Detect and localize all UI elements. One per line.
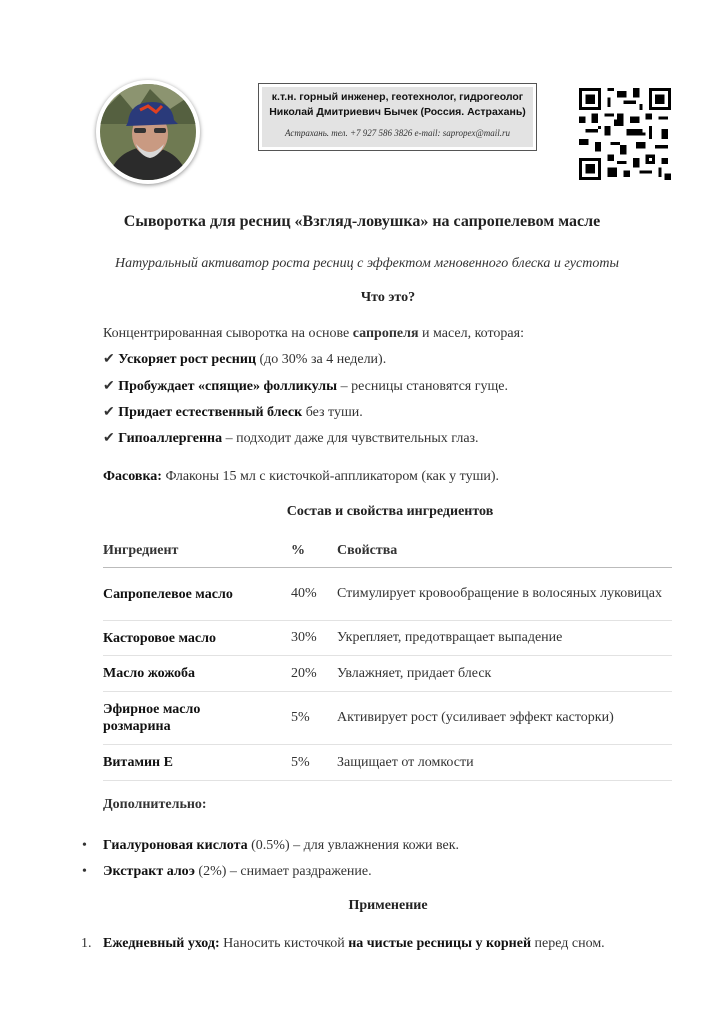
checkmark-icon: ✔: [103, 352, 115, 367]
ingredient-name: Сапропелевое масло: [103, 586, 233, 602]
benefit-item: ✔ Придает естественный блеск без туши.: [103, 405, 363, 420]
table-row: [103, 621, 672, 656]
benefit-item: ✔ Гипоаллергенна – подходит даже для чувствительных глаз.: [103, 431, 479, 446]
ingredient-properties: Укрепляет, предотвращает выпадение: [337, 630, 563, 645]
intro-text: Концентрированная сыворотка на основе сапропеля и масел, которая:: [103, 326, 524, 341]
ingredient-percent: 20%: [291, 665, 317, 681]
ingredient-name: Масло жожоба: [103, 666, 196, 681]
checkmark-icon: ✔: [103, 431, 115, 446]
author-info-card: [258, 83, 537, 151]
ingredient-percent: 30%: [291, 630, 317, 645]
bullet-icon: •: [82, 838, 87, 853]
benefit-item: ✔ Ускоряет рост ресниц (до 30% за 4 недели).: [103, 352, 387, 367]
author-contacts: Астрахань. тел. +7 927 586 3826 e-mail: sapropex@mail.ru: [285, 128, 510, 138]
column-header: Свойства: [337, 542, 398, 558]
table-header-row: [103, 534, 672, 568]
ingredient-properties: Защищает от ломкости: [337, 754, 474, 770]
benefit-item: ✔ Пробуждает «спящие» фолликулы – ресницы становятся гуще.: [103, 379, 508, 394]
ingredient-properties: Стимулирует кровообращение в волосяных луковицах: [337, 586, 663, 601]
qr-code-icon: [579, 88, 671, 180]
table-row: [103, 692, 672, 745]
column-header: %: [291, 542, 305, 558]
author-name: Николай Дмитриевич Бычек (Россия. Астрахань): [269, 106, 526, 118]
ingredient-name: Эфирное масло розмарина: [103, 702, 201, 734]
usage-heading: Применение: [348, 898, 428, 913]
ingredient-percent: 5%: [291, 754, 310, 770]
list-item: • Экстракт алоэ (2%) – снимает раздражение.: [82, 864, 372, 879]
additional-heading: Дополнительно:: [103, 797, 207, 812]
what-is-it-heading: Что это?: [360, 290, 416, 305]
packaging-info: Фасовка: Флаконы 15 мл с кисточкой-аппликатором (как у туши).: [103, 469, 500, 484]
author-portrait-image: [100, 84, 196, 180]
checkmark-icon: ✔: [103, 379, 115, 394]
author-credentials: к.т.н. горный инженер, геотехнолог, гидрогеолог: [271, 91, 524, 103]
composition-heading: Состав и свойства ингредиентов: [286, 504, 494, 519]
ingredient-percent: 5%: [291, 710, 310, 725]
ingredient-properties: Увлажняет, придает блеск: [337, 665, 492, 681]
ingredient-percent: 40%: [291, 586, 317, 601]
ingredients-table: [103, 534, 672, 781]
list-item: • Гиалуроновая кислота (0.5%) – для увлажнения кожи век.: [82, 838, 460, 853]
document-subtitle: Натуральный активатор роста ресниц с эффектом мгновенного блеска и густоты: [115, 256, 619, 271]
step-number: 1.: [81, 936, 92, 951]
usage-step: 1. Ежедневный уход: Наносить кисточкой на чистые ресницы у корней перед сном.: [81, 936, 605, 951]
ingredient-name: Витамин E: [103, 755, 173, 770]
column-header: Ингредиент: [103, 542, 179, 558]
ingredient-name: Касторовое масло: [103, 630, 216, 646]
author-photo: [96, 80, 200, 184]
ingredient-properties: Активирует рост (усиливает эффект касторки): [337, 710, 614, 725]
document-title: Сыворотка для ресниц «Взгляд-ловушка» на сапропелевом масле: [123, 213, 601, 230]
table-row: [103, 568, 672, 621]
checkmark-icon: ✔: [103, 405, 115, 420]
bullet-icon: •: [82, 864, 87, 879]
table-row: [103, 656, 672, 692]
table-row: [103, 745, 672, 781]
